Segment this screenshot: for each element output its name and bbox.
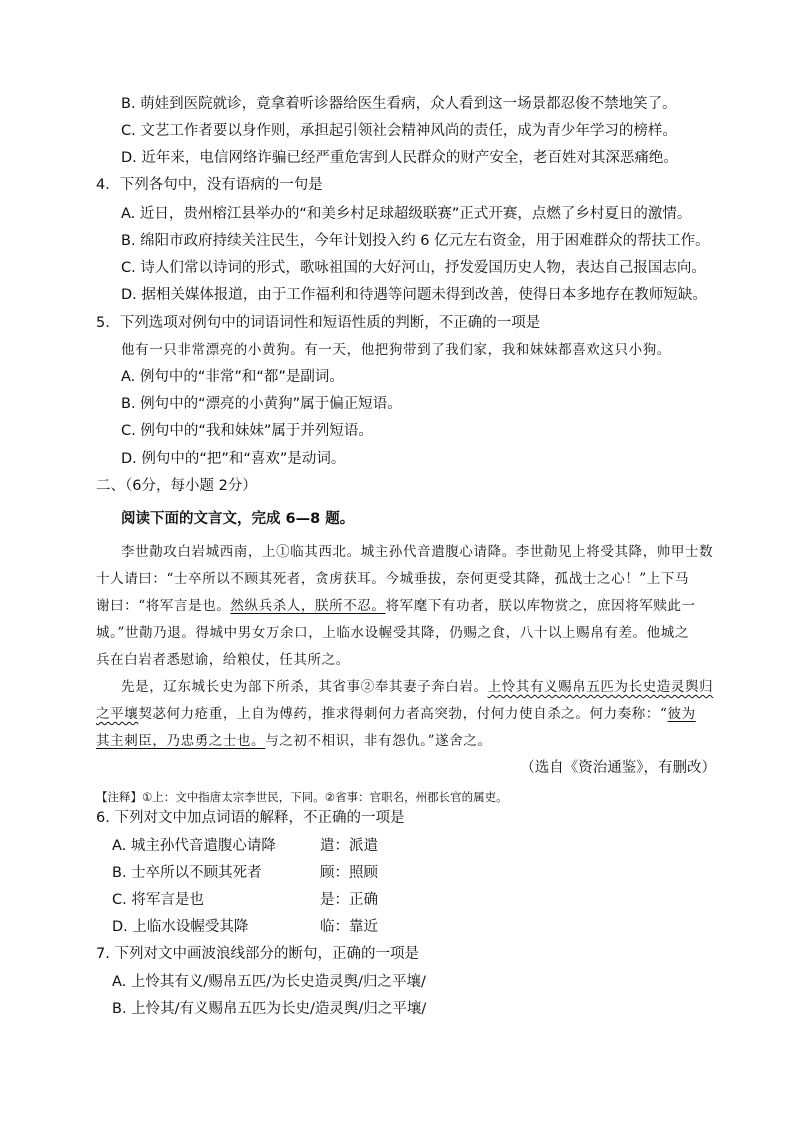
option-gloss: 临：靠近	[320, 919, 378, 935]
option-gloss: 顾：照顾	[320, 865, 378, 881]
underlined-sentence: 然纵兵杀人，朕所不忍。	[230, 598, 386, 614]
passage-text: 谢曰：“将军言是也。	[96, 598, 231, 614]
option-label: D. 上临水设幄受其降	[112, 919, 249, 935]
section2-header: 二、（6分，每小题 2分）	[96, 478, 257, 494]
option-label: A. 城主孙代音遣腹心请降	[112, 838, 276, 854]
q5-option-b: B. 例句中的“漂亮的小黄狗”属于偏正短语。	[121, 396, 402, 412]
option-label: B. 士卒所以不顾其死者	[112, 865, 262, 881]
q4-option-c: C. 诗人们常以诗词的形式，歌咏祖国的大好河山，抒发爱国历史人物，表达自己报国志向。	[121, 260, 706, 276]
q6-option-c	[112, 890, 512, 910]
q6-option-b	[112, 863, 512, 883]
option-gloss: 遣：派遣	[320, 838, 378, 854]
q6-option-d	[112, 917, 512, 937]
q5-option-a: A. 例句中的“非常”和“都”是副词。	[121, 369, 344, 385]
passage-text: 与之初不相识，非有怨仇。”遂舍之。	[265, 733, 492, 749]
q5-option-c: C. 例句中的“我和妹妹”属于并列短语。	[121, 423, 373, 439]
q5-option-d: D. 例句中的“把”和“喜欢”是动词。	[121, 451, 346, 467]
q6-stem: 6. 下列对文中加点词语的解释，不正确的一项是	[96, 810, 405, 826]
q6-option-a	[112, 836, 512, 856]
q5-example-sentence: 他有一只非常漂亮的小黄狗。有一天，他把狗带到了我们家，我和妹妹都喜欢这只小狗。	[121, 342, 671, 358]
passage-line	[96, 704, 696, 724]
passage-line	[121, 677, 713, 697]
passage-line: 城。”世勣乃退。得城中男女万余口，上临水设幄受其降，仍赐之食，八十以上赐帛有差。他城之	[96, 625, 689, 641]
reading-instruction: 阅读下面的文言文，完成 6—8 题。	[121, 511, 355, 527]
q4-option-b: B. 绵阳市政府持续关注民生，今年计划投入约 6 亿元左右资金，用于困难群众的帮扶工作。	[121, 233, 710, 249]
annotation-note: 【注释】①上：文中指唐太宗李世民，下同。②省事：官职名，州郡长官的属吏。	[96, 790, 508, 804]
option-gloss: 是：正确	[320, 892, 378, 908]
q5-stem: 5．下列选项对例句中的词语词性和短语性质的判断，不正确的一项是	[96, 315, 541, 331]
q3-option-b: B. 萌娃到医院就诊，竟拿着听诊器给医生看病，众人看到这一场景都忍俊不禁地笑了。	[121, 96, 677, 112]
passage-line: 李世勣攻白岩城西南，上①临其西北。城主孙代音遣腹心请降。李世勣见上将受其降，帅甲士数	[121, 544, 714, 560]
passage-text: 先是，辽东城长史为部下所杀，其省事②奉其妻子奔白岩。	[121, 679, 488, 695]
wavy-underlined-sentence: 上怜其有义赐帛五匹为长史造灵舆归	[487, 679, 714, 695]
option-label: C. 将军言是也	[112, 892, 204, 908]
underlined-sentence: 彼为	[667, 706, 696, 722]
passage-line: 兵在白岩者悉慰谕，给粮仗，任其所之。	[96, 652, 350, 668]
q3-option-c: C. 文艺工作者要以身作则，承担起引领社会精神风尚的责任，成为青少年学习的榜样。	[121, 123, 677, 139]
passage-line: 十人请曰：“士卒所以不顾其死者，贪虏获耳。今城垂拔，奈何更受其降，孤战士之心！”上下马	[96, 571, 690, 587]
q3-option-d: D. 近年来，电信网络诈骗已经严重危害到人民群众的财产安全，老百姓对其深恶痛绝。	[121, 150, 678, 166]
passage-line	[96, 596, 696, 616]
q4-stem: 4．下列各句中，没有语病的一句是	[96, 177, 323, 193]
wavy-underlined-sentence: 之平壤	[96, 706, 139, 722]
passage-source: （选自《资治通鉴》，有删改）	[520, 760, 716, 776]
q7-option-a: A. 上怜其有义/赐帛五匹/为长史造灵舆/归之平壤/	[112, 974, 426, 990]
passage-line	[96, 731, 492, 751]
q7-stem: 7. 下列对文中画波浪线部分的断句，正确的一项是	[96, 946, 419, 962]
q4-option-d: D. 据相关媒体报道，由于工作福利和待遇等问题未得到改善，使得日本多地存在教师短缺。	[121, 287, 707, 303]
q4-option-a: A. 近日，贵州榕江县举办的“和美乡村足球超级联赛”正式开赛，点燃了乡村夏日的激情。	[121, 206, 692, 222]
passage-text: 契苾何力疮重，上自为傅药，推求得刺何力者高突勃，付何力使自杀之。何力奏称：“	[138, 706, 668, 722]
q7-option-b: B. 上怜其/有义赐帛五匹为长史/造灵舆/归之平壤/	[112, 1001, 427, 1017]
passage-text: 将军麾下有功者，朕以库物赏之，庶因将军赎此一	[385, 598, 696, 614]
underlined-sentence: 其主刺臣，乃忠勇之士也。	[96, 733, 266, 749]
